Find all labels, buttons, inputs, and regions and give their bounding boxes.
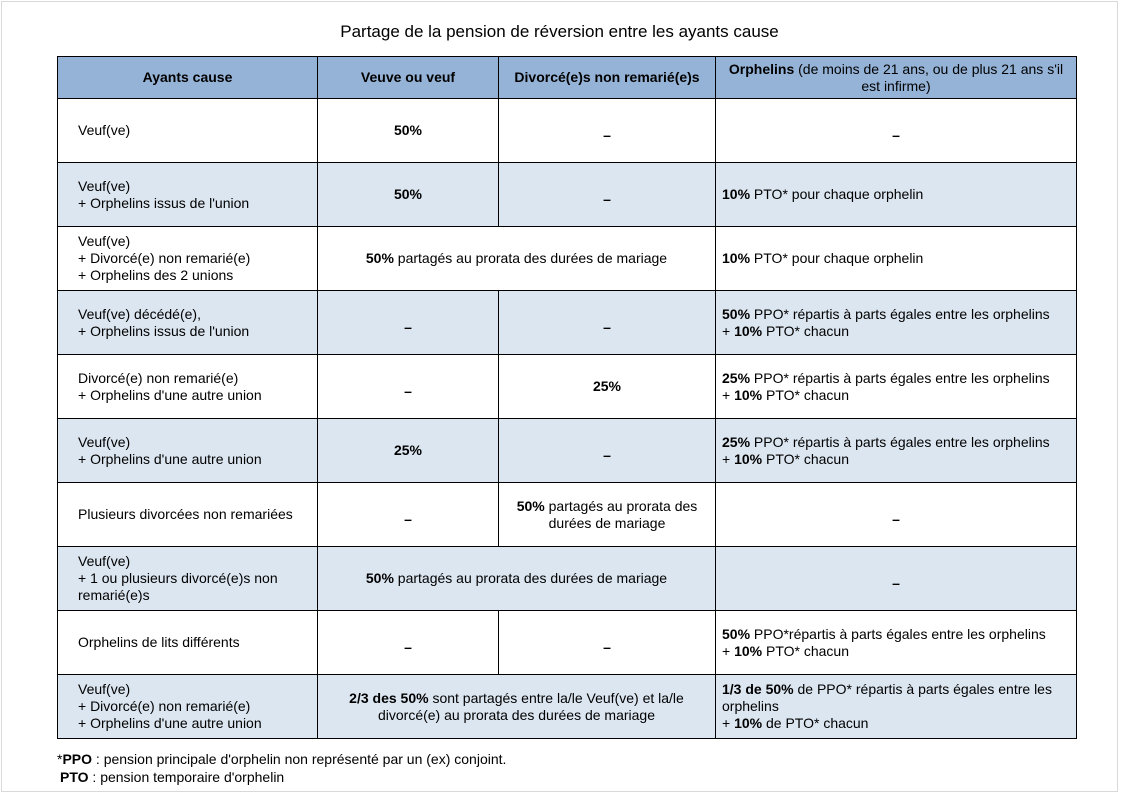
label-line: + 1 ou plusieurs divorcé(e)s non remarié(e)s <box>78 570 278 603</box>
orphelins-text: PPO* répartis à parts égales entre les orphelins <box>750 433 1050 450</box>
empty-dash: – <box>603 639 611 655</box>
label-line: + Divorcé(e) non remarié(e) <box>78 698 251 714</box>
divorce-cell <box>499 291 716 355</box>
merged-share-cell <box>318 675 716 739</box>
table-row <box>58 355 1077 419</box>
label-line: Veuf(ve) <box>78 553 131 569</box>
orphelins-cell <box>716 355 1077 419</box>
label-line: Divorcé(e) non remarié(e) <box>78 369 239 386</box>
row-label <box>58 419 318 483</box>
empty-dash: – <box>603 127 611 143</box>
pto-pct: 10% <box>734 715 763 731</box>
label-line: Veuf(ve) <box>78 681 131 697</box>
empty-dash: – <box>603 191 611 207</box>
plus-sign: + <box>722 715 735 731</box>
merged-share-cell <box>318 547 716 611</box>
orphelins-text: de PPO* répartis à parts égales entre les orphelins <box>722 681 1052 714</box>
empty-dash: – <box>404 511 412 527</box>
veuf-cell <box>318 611 499 675</box>
pto-text: PTO* chacun <box>762 642 850 659</box>
ppo-definition: : pension principale d'orphelin non représenté par un (ex) conjoint. <box>92 751 507 767</box>
row-label <box>58 483 318 547</box>
plus-sign: + <box>722 642 735 659</box>
pto-pct: 10% <box>734 450 763 467</box>
empty-dash: – <box>603 319 611 335</box>
label-line: Veuf(ve) <box>78 233 131 249</box>
merged-text: partagés au prorata des durées de mariage <box>393 250 668 266</box>
footnotes <box>57 750 506 786</box>
divorce-text: partagés au prorata des durées de mariage <box>544 497 698 531</box>
orphelins-pct: 1/3 de 50% <box>722 681 794 697</box>
table-row <box>58 419 1077 483</box>
label-line: + Orphelins issus de l'union <box>78 322 250 339</box>
asterisk: * <box>57 751 63 767</box>
orphelins-cell <box>716 547 1077 611</box>
header-ayants-cause: Ayants cause <box>58 57 318 99</box>
orphelins-cell <box>716 419 1077 483</box>
divorce-cell <box>499 611 716 675</box>
label-line: + Orphelins d'une autre union <box>78 715 262 731</box>
divorce-cell <box>499 483 716 547</box>
veuf-cell <box>318 483 499 547</box>
label-line: Veuf(ve) <box>78 433 131 450</box>
label-line: + Orphelins d'une autre union <box>78 450 262 467</box>
orphelins-cell <box>716 675 1077 739</box>
pto-definition: : pension temporaire d'orphelin <box>88 769 285 785</box>
label-line: Veuf(ve) décédé(e), <box>78 305 201 322</box>
table-row <box>58 675 1077 739</box>
empty-dash: – <box>892 127 900 143</box>
orphelins-pct: 50% <box>722 305 751 322</box>
empty-dash: – <box>603 447 611 463</box>
header-divorces: Divorcé(e)s non remarié(e)s <box>499 57 716 99</box>
footnote-pto <box>57 768 506 786</box>
label-line: Veuf(ve) <box>78 177 131 194</box>
table-row <box>58 163 1077 227</box>
label-line: + Divorcé(e) non remarié(e) <box>78 250 251 266</box>
empty-dash: – <box>404 639 412 655</box>
orphelins-pct: 50% <box>722 625 751 642</box>
table-row <box>58 227 1077 291</box>
pto-pct: 10% <box>734 642 763 659</box>
veuf-value: 50% <box>393 186 423 202</box>
ppo-abbr: PPO <box>62 751 93 767</box>
row-label <box>58 355 318 419</box>
empty-dash: – <box>892 575 900 591</box>
footnote-ppo <box>57 750 506 768</box>
pto-text: de PTO* chacun <box>762 715 869 731</box>
table-row <box>58 99 1077 163</box>
row-label <box>58 99 318 163</box>
label-line: + Orphelins d'une autre union <box>78 386 262 403</box>
header-veuve-ou-veuf: Veuve ou veuf <box>318 57 499 99</box>
merged-text: sont partagés entre la/le Veuf(ve) et la/le divorcé(e) au prorata des durées de mariage <box>377 689 684 723</box>
orphelins-pct: 25% <box>722 433 751 450</box>
label-line: Plusieurs divorcées non remariées <box>78 506 293 522</box>
veuf-cell <box>318 355 499 419</box>
row-label <box>58 163 318 227</box>
pension-share-table <box>57 56 1077 739</box>
label-line: Orphelins de lits différents <box>78 634 240 650</box>
veuf-cell <box>318 99 499 163</box>
orphelins-text: PTO* pour chaque orphelin <box>750 250 924 266</box>
merged-share-cell <box>318 227 716 291</box>
pto-text: PTO* chacun <box>762 386 850 403</box>
divorce-value: 25% <box>592 378 622 394</box>
table-row <box>58 291 1077 355</box>
plus-sign: + <box>722 386 735 403</box>
table-row <box>58 611 1077 675</box>
orphelins-cell <box>716 99 1077 163</box>
merged-pct: 50% <box>365 250 394 266</box>
header-orphelins-note: (de moins de 21 ans, ou de plus 21 ans s'il est infirme) <box>794 60 1064 94</box>
orphelins-pct: 10% <box>722 186 751 202</box>
document-page <box>1 1 1118 792</box>
empty-dash: – <box>404 383 412 399</box>
label-line: + Orphelins des 2 unions <box>78 267 234 283</box>
empty-dash: – <box>892 511 900 527</box>
pto-text: PTO* chacun <box>762 450 850 467</box>
pto-text: PTO* chacun <box>762 322 850 339</box>
veuf-cell <box>318 163 499 227</box>
orphelins-cell <box>716 483 1077 547</box>
plus-sign: + <box>722 322 735 339</box>
empty-dash: – <box>404 319 412 335</box>
merged-pct: 2/3 des 50% <box>349 689 429 706</box>
orphelins-text: PTO* pour chaque orphelin <box>750 186 924 202</box>
divorce-cell <box>499 163 716 227</box>
orphelins-cell <box>716 227 1077 291</box>
pto-abbr: PTO <box>60 769 89 785</box>
table-header-row <box>58 57 1077 99</box>
merged-text: partagés au prorata des durées de mariage <box>393 570 668 586</box>
orphelins-cell <box>716 291 1077 355</box>
veuf-value: 25% <box>393 442 423 458</box>
pto-pct: 10% <box>734 322 763 339</box>
divorce-cell <box>499 355 716 419</box>
veuf-cell <box>318 291 499 355</box>
merged-pct: 50% <box>365 570 394 586</box>
label-line: + Orphelins issus de l'union <box>78 194 250 211</box>
orphelins-cell <box>716 163 1077 227</box>
veuf-value: 50% <box>393 122 423 138</box>
veuf-cell <box>318 419 499 483</box>
orphelins-pct: 25% <box>722 369 751 386</box>
pto-pct: 10% <box>734 386 763 403</box>
label-line: Veuf(ve) <box>78 122 131 138</box>
row-label <box>58 227 318 291</box>
orphelins-pct: 10% <box>722 250 751 266</box>
divorce-pct: 50% <box>516 497 545 514</box>
plus-sign: + <box>722 450 735 467</box>
divorce-cell <box>499 419 716 483</box>
divorce-cell <box>499 99 716 163</box>
row-label <box>58 547 318 611</box>
row-label <box>58 291 318 355</box>
row-label <box>58 675 318 739</box>
orphelins-text: PPO* répartis à parts égales entre les orphelins <box>750 305 1050 322</box>
table-row <box>58 547 1077 611</box>
page-title: Partage de la pension de réversion entre les ayants cause <box>340 22 779 41</box>
table-row <box>58 483 1077 547</box>
row-label <box>58 611 318 675</box>
header-orphelins-bold: Orphelins <box>728 60 795 77</box>
header-orphelins <box>716 57 1077 99</box>
orphelins-text: PPO*répartis à parts égales entre les orphelins <box>750 625 1046 642</box>
orphelins-text: PPO* répartis à parts égales entre les orphelins <box>750 369 1050 386</box>
orphelins-cell <box>716 611 1077 675</box>
